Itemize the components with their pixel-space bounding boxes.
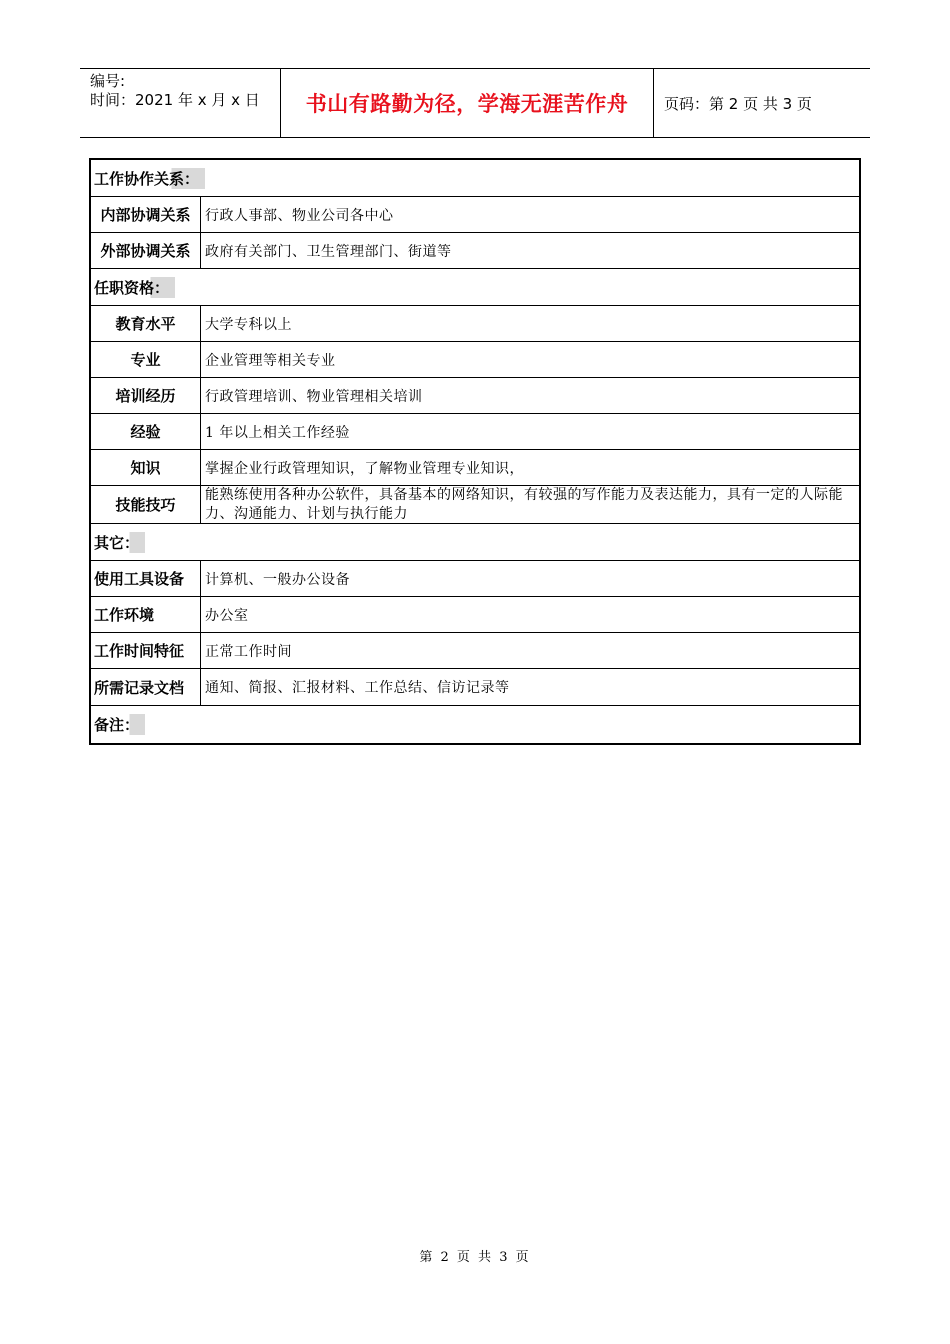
table-row bbox=[91, 633, 859, 669]
row-value: 行政人事部、物业公司各中心 bbox=[205, 207, 394, 224]
row-label: 培训经历 bbox=[91, 378, 201, 413]
row-label: 工作时间特征 bbox=[91, 633, 201, 668]
page-footer: 第 2 页 共 3 页 bbox=[419, 1250, 531, 1265]
row-label: 所需记录文档 bbox=[91, 669, 201, 705]
section-other bbox=[91, 524, 859, 561]
section-title: 任职资格： bbox=[94, 277, 175, 298]
section-remarks bbox=[91, 706, 859, 743]
table-row bbox=[91, 450, 859, 486]
header-motto-cell bbox=[281, 69, 654, 137]
date-line: 时间：2021 年 x 月 x 日 bbox=[90, 91, 260, 109]
table-row bbox=[91, 306, 859, 342]
table-row bbox=[91, 378, 859, 414]
section-title: 备注： bbox=[94, 714, 145, 735]
row-value: 政府有关部门、卫生管理部门、街道等 bbox=[205, 243, 452, 260]
row-value: 计算机、一般办公设备 bbox=[205, 571, 350, 588]
row-value: 大学专科以上 bbox=[205, 316, 292, 333]
row-label: 工作环境 bbox=[91, 597, 201, 632]
row-label: 使用工具设备 bbox=[91, 561, 201, 596]
table-row bbox=[91, 669, 859, 706]
row-label: 教育水平 bbox=[91, 306, 201, 341]
row-value: 行政管理培训、物业管理相关培训 bbox=[205, 388, 423, 405]
header-meta-cell bbox=[80, 69, 281, 137]
table-row bbox=[91, 597, 859, 633]
row-label: 外部协调关系 bbox=[91, 233, 201, 268]
row-value: 正常工作时间 bbox=[205, 643, 292, 660]
serial-number: 编号: bbox=[90, 72, 126, 90]
table-row bbox=[91, 233, 859, 269]
section-title: 工作协作关系： bbox=[94, 168, 205, 189]
row-value: 通知、简报、汇报材料、工作总结、信访记录等 bbox=[205, 680, 510, 696]
row-value: 掌握企业行政管理知识，了解物业管理专业知识， bbox=[205, 460, 524, 477]
row-value: 办公室 bbox=[205, 607, 249, 624]
section-qualification bbox=[91, 269, 859, 306]
table-row bbox=[91, 342, 859, 378]
row-label: 技能技巧 bbox=[91, 486, 201, 523]
motto: 书山有路勤为径，学海无涯苦作舟 bbox=[305, 92, 629, 116]
table-row bbox=[91, 561, 859, 597]
row-label: 内部协调关系 bbox=[91, 197, 201, 232]
row-value: 企业管理等相关专业 bbox=[205, 352, 336, 369]
page-info: 页码：第 2 页 共 3 页 bbox=[664, 94, 812, 113]
row-label: 经验 bbox=[91, 414, 201, 449]
section-title: 其它： bbox=[94, 532, 145, 553]
row-label: 知识 bbox=[91, 450, 201, 485]
table-row bbox=[91, 486, 859, 524]
job-description-table bbox=[89, 158, 861, 745]
header-page-cell bbox=[654, 69, 870, 137]
table-row bbox=[91, 197, 859, 233]
row-label: 专业 bbox=[91, 342, 201, 377]
document-header bbox=[80, 68, 870, 138]
table-row bbox=[91, 414, 859, 450]
row-value: 能熟练使用各种办公软件，具备基本的网络知识，有较强的写作能力及表达能力，具有一定的人际能力、沟通能力、计划与执行能力 bbox=[205, 486, 843, 522]
section-cooperation bbox=[91, 160, 859, 197]
row-value: 1 年以上相关工作经验 bbox=[205, 424, 350, 441]
